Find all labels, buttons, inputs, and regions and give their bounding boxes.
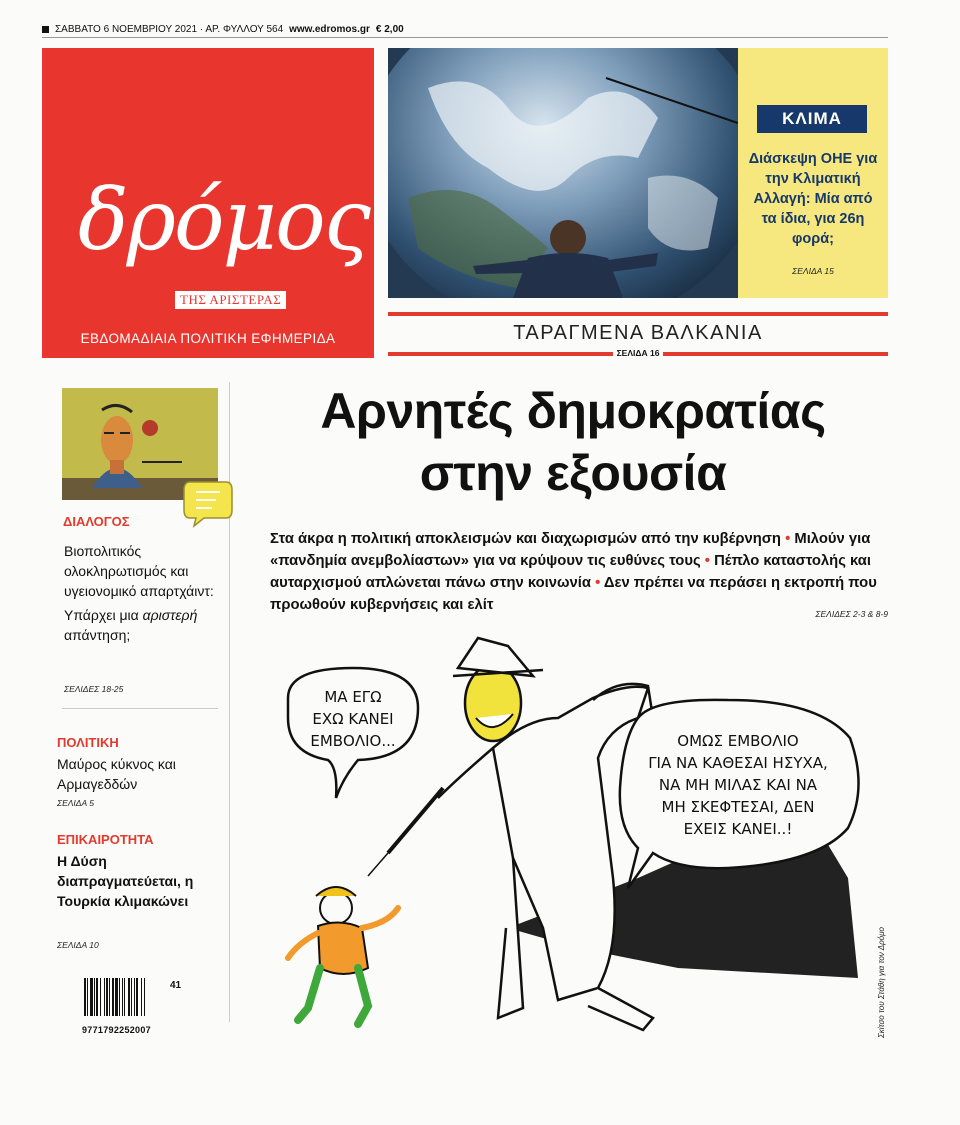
current-page-ref: ΣΕΛΙΔΑ 10 (57, 940, 99, 950)
syringe (388, 788, 443, 853)
speech-line: ΟΜΩΣ ΕΜΒΟΛΙΟ (677, 732, 799, 750)
website-link[interactable]: www.edromos.gr (289, 23, 370, 35)
logo-subtitle: ΤΗΣ ΑΡΙΣΤΕΡΑΣ (175, 291, 286, 309)
top-divider (42, 37, 888, 38)
bullet-icon: • (704, 553, 710, 569)
politics-headline[interactable]: Μαύρος κύκνος και Αρμαγεδδών (57, 756, 176, 792)
current-headline[interactable]: Η Δύση διαπραγματεύεται, η Τουρκία κλιμακώνει (57, 853, 194, 909)
climate-teaser[interactable] (738, 48, 888, 298)
climate-teaser-text: Διάσκεψη ΟΗΕ για την Κλιματική Αλλαγή: Μία από τα ίδια, για 26η φορά; (748, 151, 878, 247)
issue-date: ΣΑΒΒΑΤΟ 6 ΝΟΕΜΒΡΙΟΥ 2021 · ΑΡ. ΦΥΛΛΟΥ 564 (55, 23, 284, 35)
current-section-label: ΕΠΙΚΑΙΡΟΤΗΤΑ (57, 832, 154, 847)
speech-line: ΝΑ ΜΗ ΜΙΛΑΣ ΚΑΙ ΝΑ (658, 776, 818, 794)
politics-section-label: ΠΟΛΙΤΙΚΗ (57, 735, 119, 750)
dialog-headline[interactable]: Βιοπολιτικός ολοκληρωτισμός και υγειονομικό απαρτχάιντ: Υπάρχει μια αριστερή απάντηση; (64, 543, 214, 643)
speech-bubble-icon (182, 478, 234, 528)
climate-page-ref: ΣΕΛΙΔΑ 15 (792, 266, 834, 276)
masthead-tagline: ΕΒΔΟΜΑΔΙΑΙΑ ΠΟΛΙΤΙΚΗ ΕΦΗΜΕΡΙΔΑ (80, 331, 336, 346)
main-lede: Στα άκρα η πολιτική αποκλεισμών και διαχωρισμών από την κυβέρνηση • Μιλούν για «πανδημία ανεμβολίαστων» για να κρύψουν τις ευθύνες τους • Πέπλο καταστολής και αυταρχισμού απλώνεται πάνω στην κοινωνία • Δεν πρέπει να περάσει η εκτροπή που προωθούν κυβερνήσεις και ελίτ (270, 531, 877, 613)
dialog-section-label: ΔΙΑΛΟΓΟΣ (63, 514, 130, 529)
balkans-page-ref: ΣΕΛΙΔΑ 16 (388, 348, 888, 358)
bullet-icon: • (785, 531, 791, 547)
climate-section-tag: ΚΛΙΜΑ (757, 105, 867, 133)
price: € 2,00 (375, 23, 404, 35)
balkans-title[interactable]: ΤΑΡΑΓΜΕΝΑ ΒΑΛΚΑΝΙΑ (513, 322, 763, 344)
cartoon-credit: Σκίτσο του Στάθη για τον Δρόμο (877, 927, 886, 1038)
newspaper-logo: δρόμος (78, 171, 369, 269)
speech-line: ΕΧΕΙΣ ΚΑΝΕΙ..! (683, 820, 793, 838)
barcode-number: 9771792252007 (82, 1025, 151, 1035)
bullet-icon: • (595, 575, 601, 591)
editorial-cartoon (258, 628, 890, 1046)
speech-line: ΓΙΑ ΝΑ ΚΑΘΕΣΑΙ ΗΣΥΧΑ, (648, 754, 828, 772)
politics-page-ref: ΣΕΛΙΔΑ 5 (57, 798, 94, 808)
climate-photo (388, 48, 738, 298)
small-figure-head (320, 892, 352, 924)
main-page-ref: ΣΕΛΙΔΕΣ 2-3 & 8-9 (815, 609, 888, 619)
main-headline[interactable]: Αρνητές δημοκρατίας στην εξουσία (320, 383, 826, 501)
speech-line: ΜΗ ΣΚΕΦΤΕΣΑΙ, ΔΕΝ (661, 798, 815, 816)
issue-info-bar (42, 20, 888, 38)
figure-face (465, 665, 521, 741)
dialog-page-ref: ΣΕΛΙΔΕΣ 18-25 (64, 684, 124, 694)
speech-line: ΜΑ ΕΓΩ (324, 688, 382, 706)
square-bullet-icon (42, 26, 49, 33)
barcode-issue-code: 41 (170, 980, 182, 991)
balkans-top-rule (388, 312, 888, 316)
speech-line: ΕΧΩ ΚΑΝΕΙ (312, 710, 394, 728)
sidebar-separator (62, 708, 218, 709)
speech-line: ΕΜΒΟΛΙΟ... (310, 732, 396, 750)
masthead (42, 48, 374, 358)
